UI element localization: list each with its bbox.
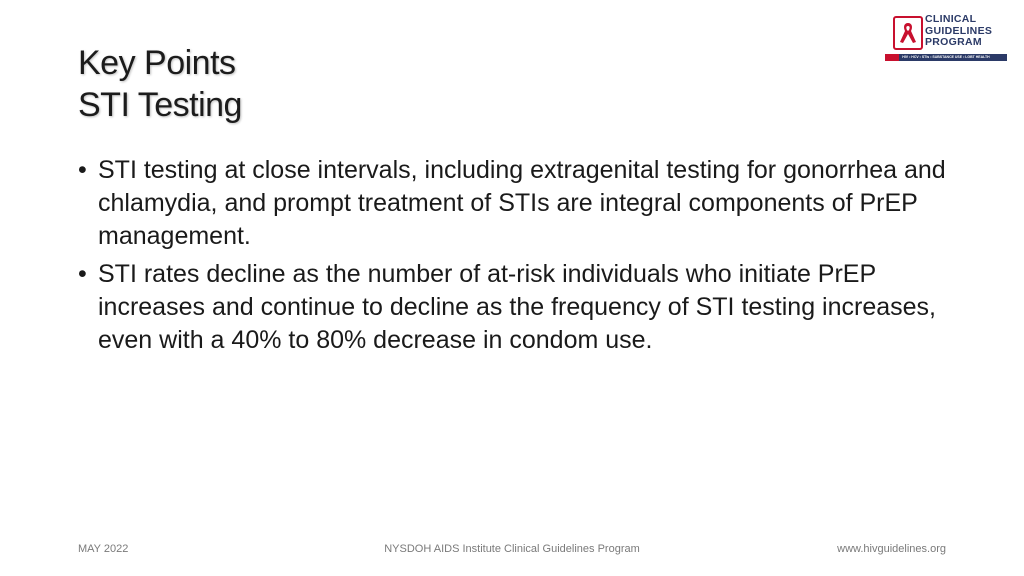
- footer-url[interactable]: www.hivguidelines.org: [837, 543, 946, 555]
- bullet-dot-icon: •: [78, 156, 87, 184]
- bullet-item: [78, 154, 958, 253]
- clinical-guidelines-logo: [885, 14, 1007, 64]
- ribbon-icon: [893, 16, 923, 50]
- slide-title: [78, 42, 242, 126]
- slide-title-line1: Key Points: [78, 44, 236, 82]
- bullet-dot-icon: •: [78, 260, 87, 288]
- footer-date: MAY 2022: [78, 543, 129, 555]
- footer-program: NYSDOH AIDS Institute Clinical Guidelines Program: [384, 543, 640, 555]
- logo-line3: PROGRAM: [925, 36, 982, 48]
- bullet-text: STI rates decline as the number of at-risk individuals who initiate PrEP increases and continue to decline as the frequency of STI testing increases, even with a 40% to 80% decrease in condom use.: [98, 260, 936, 354]
- bullet-text: STI testing at close intervals, including extragenital testing for gonorrhea and chlamydia, and prompt treatment of STIs are integral components of PrEP management.: [98, 156, 946, 250]
- logo-text: [925, 14, 992, 49]
- bullet-list: [78, 154, 958, 362]
- logo-red-accent: [885, 54, 899, 61]
- logo-tagline-bar: [885, 54, 1007, 61]
- bullet-item: [78, 258, 958, 357]
- logo-line2: GUIDELINES: [925, 24, 993, 37]
- logo-line1: CLINICAL: [925, 13, 977, 25]
- logo-tagline: HIV • HCV • STIs • SUBSTANCE USE • LGBT HEALTH: [902, 55, 990, 59]
- slide-title-line2: STI Testing: [78, 86, 242, 124]
